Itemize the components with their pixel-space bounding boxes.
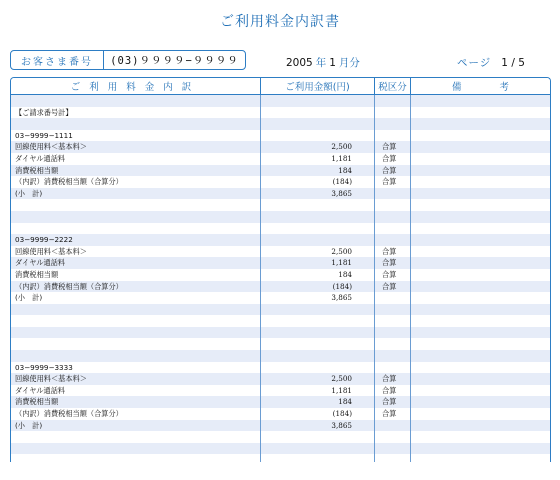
row-note-cell xyxy=(411,211,550,223)
row-note-cell xyxy=(411,188,550,200)
row-amount-cell xyxy=(261,350,375,362)
table-row xyxy=(11,420,550,432)
row-amount-cell xyxy=(261,211,375,223)
table-row xyxy=(11,396,550,408)
row-item-cell: （内訳）消費税相当額（合算分） xyxy=(11,176,261,188)
row-item-cell xyxy=(11,315,261,327)
table-row xyxy=(11,130,550,142)
row-note-cell xyxy=(411,327,550,339)
row-tax-cell: 合算 xyxy=(375,141,411,153)
header-amount: ご利用金額(円) xyxy=(261,78,375,94)
row-tax-cell xyxy=(375,315,411,327)
row-tax-cell xyxy=(375,443,411,455)
header-note: 備考 xyxy=(451,82,547,93)
table-row xyxy=(11,141,550,153)
row-item-cell xyxy=(11,223,261,235)
table-row xyxy=(11,281,550,293)
row-amount-cell xyxy=(261,338,375,350)
row-note-cell xyxy=(411,408,550,420)
row-item-cell: 消費税相当額 xyxy=(11,165,261,177)
row-note-cell xyxy=(411,246,550,258)
row-amount-cell: 3,865 xyxy=(261,420,375,432)
table-row xyxy=(11,246,550,258)
row-tax-cell xyxy=(375,350,411,362)
row-note-cell xyxy=(411,396,550,408)
row-note-cell xyxy=(411,130,550,142)
table-row xyxy=(11,269,550,281)
row-item-cell: 03−9999−3333 xyxy=(11,362,261,374)
table-row xyxy=(11,211,550,223)
customer-number-value: (03)９９９９−９９９９ xyxy=(110,54,239,67)
row-item-cell: （内訳）消費税相当額（合算分） xyxy=(11,408,261,420)
row-amount-cell xyxy=(261,107,375,119)
table-row xyxy=(11,176,550,188)
table-row xyxy=(11,373,550,385)
row-note-cell xyxy=(411,338,550,350)
period-month-unit: 月分 xyxy=(338,57,360,69)
table-row xyxy=(11,165,550,177)
row-item-cell: 消費税相当額 xyxy=(11,269,261,281)
row-item-cell xyxy=(11,118,261,130)
row-tax-cell: 合算 xyxy=(375,281,411,293)
row-item-cell xyxy=(11,454,261,462)
row-amount-cell: 2,500 xyxy=(261,141,375,153)
row-item-cell xyxy=(11,431,261,443)
row-tax-cell xyxy=(375,199,411,211)
row-note-cell xyxy=(411,153,550,165)
row-amount-cell xyxy=(261,454,375,462)
row-item-cell xyxy=(11,199,261,211)
table-row xyxy=(11,362,550,374)
table-row xyxy=(11,153,550,165)
row-note-cell xyxy=(411,95,550,107)
row-item-cell: 回線使用料＜基本料＞ xyxy=(11,373,261,385)
header-tax: 税区分 xyxy=(375,78,411,94)
row-note-cell xyxy=(411,454,550,462)
row-amount-cell: 3,865 xyxy=(261,188,375,200)
table-row xyxy=(11,223,550,235)
row-tax-cell: 合算 xyxy=(375,153,411,165)
table-row xyxy=(11,257,550,269)
row-note-cell xyxy=(411,257,550,269)
row-note-cell xyxy=(411,373,550,385)
row-amount-cell: 3,865 xyxy=(261,292,375,304)
row-note-cell xyxy=(411,165,550,177)
customer-number-box xyxy=(10,50,246,70)
row-tax-cell xyxy=(375,362,411,374)
table-body xyxy=(11,95,550,462)
row-amount-cell: 184 xyxy=(261,396,375,408)
row-amount-cell: 2,500 xyxy=(261,246,375,258)
table-row xyxy=(11,454,550,462)
table-row xyxy=(11,234,550,246)
customer-number-label: お客さま番号 xyxy=(11,51,104,69)
row-item-cell: 【ご請求番号計】 xyxy=(11,107,261,119)
row-item-cell: (小 計) xyxy=(11,188,261,200)
table-row xyxy=(11,95,550,107)
row-note-cell xyxy=(411,234,550,246)
row-note-cell xyxy=(411,281,550,293)
row-amount-cell: (184) xyxy=(261,176,375,188)
row-item-cell: ダイヤル通話料 xyxy=(11,385,261,397)
table-row xyxy=(11,350,550,362)
row-tax-cell: 合算 xyxy=(375,165,411,177)
row-item-cell: 03−9999−1111 xyxy=(11,130,261,142)
row-tax-cell xyxy=(375,338,411,350)
table-row xyxy=(11,292,550,304)
header-item: ご利用料金内訳 xyxy=(11,78,261,94)
row-tax-cell xyxy=(375,130,411,142)
row-amount-cell xyxy=(261,304,375,316)
row-amount-cell xyxy=(261,95,375,107)
row-amount-cell: 1,181 xyxy=(261,257,375,269)
row-item-cell: ダイヤル通話料 xyxy=(11,257,261,269)
row-note-cell xyxy=(411,199,550,211)
row-note-cell xyxy=(411,304,550,316)
row-tax-cell xyxy=(375,304,411,316)
row-tax-cell: 合算 xyxy=(375,385,411,397)
row-tax-cell: 合算 xyxy=(375,269,411,281)
charges-table xyxy=(10,77,551,462)
row-tax-cell xyxy=(375,188,411,200)
table-row xyxy=(11,431,550,443)
row-tax-cell xyxy=(375,211,411,223)
row-item-cell: 回線使用料＜基本料＞ xyxy=(11,246,261,258)
row-item-cell xyxy=(11,95,261,107)
row-note-cell xyxy=(411,420,550,432)
row-note-cell xyxy=(411,141,550,153)
row-tax-cell: 合算 xyxy=(375,373,411,385)
row-amount-cell xyxy=(261,315,375,327)
row-amount-cell xyxy=(261,362,375,374)
row-tax-cell xyxy=(375,107,411,119)
row-item-cell xyxy=(11,350,261,362)
row-tax-cell xyxy=(375,420,411,432)
row-item-cell: (小 計) xyxy=(11,292,261,304)
row-item-cell xyxy=(11,338,261,350)
row-amount-cell: 1,181 xyxy=(261,385,375,397)
row-tax-cell xyxy=(375,223,411,235)
row-amount-cell xyxy=(261,118,375,130)
table-row xyxy=(11,188,550,200)
row-note-cell xyxy=(411,443,550,455)
billing-period xyxy=(286,55,363,70)
row-note-cell xyxy=(411,176,550,188)
row-item-cell xyxy=(11,327,261,339)
table-row xyxy=(11,107,550,119)
row-amount-cell: (184) xyxy=(261,408,375,420)
table-row xyxy=(11,408,550,420)
row-item-cell: 03−9999−2222 xyxy=(11,234,261,246)
table-row xyxy=(11,338,550,350)
page-label: ページ xyxy=(457,57,492,69)
row-amount-cell xyxy=(261,234,375,246)
table-row xyxy=(11,385,550,397)
row-item-cell: ダイヤル通話料 xyxy=(11,153,261,165)
row-note-cell xyxy=(411,350,550,362)
row-amount-cell: 184 xyxy=(261,269,375,281)
row-tax-cell: 合算 xyxy=(375,257,411,269)
row-amount-cell xyxy=(261,130,375,142)
row-amount-cell: (184) xyxy=(261,281,375,293)
table-header xyxy=(11,78,550,95)
row-note-cell xyxy=(411,362,550,374)
row-note-cell xyxy=(411,431,550,443)
table-row xyxy=(11,118,550,130)
row-amount-cell xyxy=(261,431,375,443)
table-row xyxy=(11,327,550,339)
row-tax-cell xyxy=(375,327,411,339)
row-amount-cell xyxy=(261,223,375,235)
row-item-cell: (小 計) xyxy=(11,420,261,432)
row-tax-cell xyxy=(375,454,411,462)
row-item-cell: 回線使用料＜基本料＞ xyxy=(11,141,261,153)
row-tax-cell xyxy=(375,292,411,304)
row-note-cell xyxy=(411,315,550,327)
row-note-cell xyxy=(411,292,550,304)
row-item-cell xyxy=(11,211,261,223)
row-note-cell xyxy=(411,223,550,235)
page-indicator xyxy=(457,55,525,70)
row-note-cell xyxy=(411,385,550,397)
table-row xyxy=(11,443,550,455)
row-tax-cell xyxy=(375,118,411,130)
row-tax-cell: 合算 xyxy=(375,396,411,408)
row-tax-cell xyxy=(375,431,411,443)
table-row xyxy=(11,315,550,327)
table-row xyxy=(11,199,550,211)
row-item-cell: 消費税相当額 xyxy=(11,396,261,408)
row-amount-cell: 184 xyxy=(261,165,375,177)
row-amount-cell: 2,500 xyxy=(261,373,375,385)
row-item-cell xyxy=(11,304,261,316)
row-note-cell xyxy=(411,269,550,281)
document-title: ご利用料金内訳書 xyxy=(220,14,340,30)
row-amount-cell: 1,181 xyxy=(261,153,375,165)
row-item-cell: （内訳）消費税相当額（合算分） xyxy=(11,281,261,293)
row-item-cell xyxy=(11,443,261,455)
page-value: 1 / 5 xyxy=(501,57,525,69)
row-tax-cell xyxy=(375,95,411,107)
row-amount-cell xyxy=(261,443,375,455)
period-year: 2005 xyxy=(286,57,313,69)
table-row xyxy=(11,304,550,316)
row-note-cell xyxy=(411,118,550,130)
row-amount-cell xyxy=(261,327,375,339)
row-note-cell xyxy=(411,107,550,119)
row-tax-cell: 合算 xyxy=(375,246,411,258)
row-tax-cell: 合算 xyxy=(375,176,411,188)
row-tax-cell xyxy=(375,234,411,246)
period-year-unit: 年 xyxy=(315,57,327,69)
row-amount-cell xyxy=(261,199,375,211)
row-tax-cell: 合算 xyxy=(375,408,411,420)
period-month: 1 xyxy=(329,57,336,69)
